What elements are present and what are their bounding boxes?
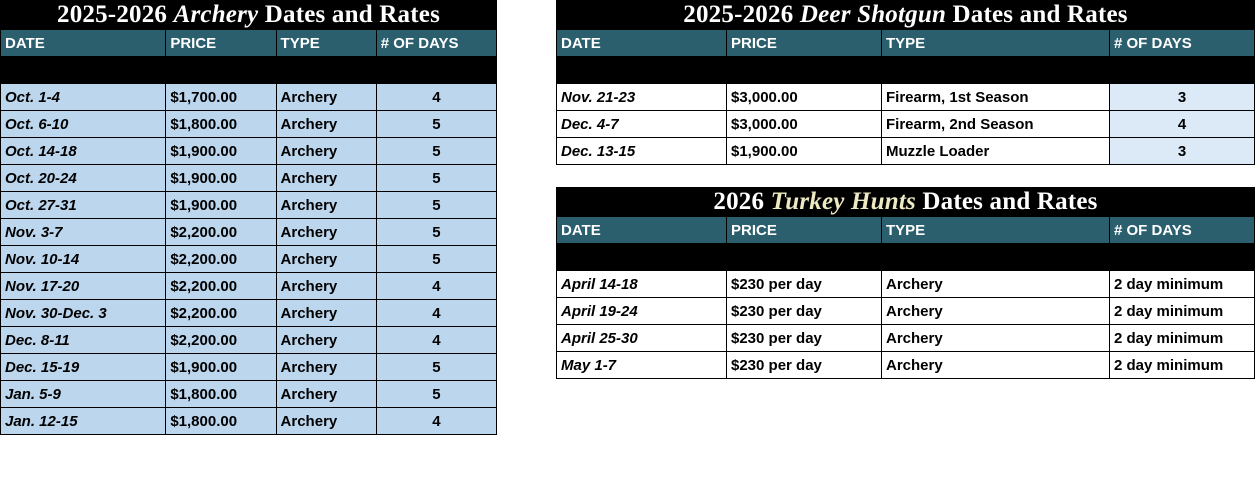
deer-col-days: # OF DAYS <box>1110 30 1255 57</box>
cell-type: Archery <box>276 138 376 165</box>
turkey-col-type: TYPE <box>882 217 1110 244</box>
cell-price: $230 per day <box>727 271 882 298</box>
cell-date: Dec. 15-19 <box>1 354 166 381</box>
archery-col-price: PRICE <box>166 30 276 57</box>
table-row <box>1 219 497 246</box>
deer-title-italic: Deer Shotgun <box>799 1 947 28</box>
cell-date: April 25-30 <box>557 325 727 352</box>
cell-date: Nov. 21-23 <box>557 84 727 111</box>
deer-title-cell <box>557 1 1255 30</box>
cell-days: 3 <box>1110 138 1255 165</box>
cell-price: $1,800.00 <box>166 381 276 408</box>
cell-date: Oct. 27-31 <box>1 192 166 219</box>
cell-days: 4 <box>376 408 496 435</box>
turkey-title-italic: Turkey Hunts <box>770 188 916 215</box>
archery-col-days: # OF DAYS <box>376 30 496 57</box>
table-row <box>1 273 497 300</box>
cell-date: Nov. 17-20 <box>1 273 166 300</box>
archery-title-italic: Archery <box>173 1 259 28</box>
deer-title-row <box>557 1 1255 30</box>
table-row <box>557 325 1255 352</box>
cell-days: 3 <box>1110 84 1255 111</box>
turkey-title-prefix: 2026 <box>713 188 765 215</box>
turkey-col-price: PRICE <box>727 217 882 244</box>
cell-type: Archery <box>882 271 1110 298</box>
deer-title-suffix: Dates and Rates <box>952 1 1128 28</box>
cell-date: April 19-24 <box>557 298 727 325</box>
table-row <box>1 246 497 273</box>
table-row <box>1 165 497 192</box>
cell-price: $1,900.00 <box>166 354 276 381</box>
deer-col-price: PRICE <box>727 30 882 57</box>
cell-price: $2,200.00 <box>166 300 276 327</box>
table-row <box>557 111 1255 138</box>
cell-price: $230 per day <box>727 298 882 325</box>
cell-price: $2,200.00 <box>166 219 276 246</box>
table-row <box>557 271 1255 298</box>
cell-price: $2,200.00 <box>166 246 276 273</box>
table-row <box>1 192 497 219</box>
cell-days: 5 <box>376 111 496 138</box>
cell-date: Nov. 30-Dec. 3 <box>1 300 166 327</box>
cell-date: Nov. 10-14 <box>1 246 166 273</box>
cell-days: 5 <box>376 381 496 408</box>
cell-type: Archery <box>276 300 376 327</box>
table-row <box>557 298 1255 325</box>
archery-title-prefix: 2025-2026 <box>57 1 168 28</box>
archery-title-cell <box>1 1 497 30</box>
cell-type: Archery <box>276 165 376 192</box>
cell-price: $1,800.00 <box>166 408 276 435</box>
right-panel <box>556 0 1254 379</box>
table-row <box>1 327 497 354</box>
cell-type: Archery <box>882 325 1110 352</box>
cell-days: 2 day minimum <box>1110 352 1255 379</box>
cell-date: May 1-7 <box>557 352 727 379</box>
cell-price: $3,000.00 <box>727 84 882 111</box>
cell-days: 5 <box>376 219 496 246</box>
table-row <box>557 138 1255 165</box>
cell-price: $1,900.00 <box>166 138 276 165</box>
cell-date: Oct. 14-18 <box>1 138 166 165</box>
cell-type: Archery <box>882 298 1110 325</box>
cell-price: $230 per day <box>727 352 882 379</box>
cell-price: $1,900.00 <box>166 192 276 219</box>
cell-type: Archery <box>276 273 376 300</box>
archery-title-row <box>1 1 497 30</box>
table-row <box>1 354 497 381</box>
table-row <box>1 300 497 327</box>
cell-type: Archery <box>276 354 376 381</box>
cell-date: Oct. 6-10 <box>1 111 166 138</box>
cell-date: Dec. 13-15 <box>557 138 727 165</box>
cell-type: Archery <box>882 352 1110 379</box>
cell-date: Jan. 5-9 <box>1 381 166 408</box>
deer-divider-cell <box>557 57 1255 84</box>
deer-header-row <box>557 30 1255 57</box>
cell-date: Nov. 3-7 <box>1 219 166 246</box>
cell-type: Archery <box>276 84 376 111</box>
table-row <box>1 381 497 408</box>
cell-days: 4 <box>376 273 496 300</box>
cell-days: 4 <box>376 300 496 327</box>
cell-type: Muzzle Loader <box>882 138 1110 165</box>
cell-type: Archery <box>276 408 376 435</box>
cell-days: 2 day minimum <box>1110 298 1255 325</box>
archery-col-type: TYPE <box>276 30 376 57</box>
table-row <box>557 352 1255 379</box>
cell-type: Archery <box>276 381 376 408</box>
cell-type: Firearm, 1st Season <box>882 84 1110 111</box>
cell-days: 4 <box>376 84 496 111</box>
cell-date: Dec. 8-11 <box>1 327 166 354</box>
cell-days: 2 day minimum <box>1110 271 1255 298</box>
cell-days: 2 day minimum <box>1110 325 1255 352</box>
cell-date: Oct. 1-4 <box>1 84 166 111</box>
table-row <box>557 84 1255 111</box>
cell-date: Oct. 20-24 <box>1 165 166 192</box>
archery-title-suffix: Dates and Rates <box>264 1 440 28</box>
deer-shotgun-table <box>556 0 1255 165</box>
cell-date: Jan. 12-15 <box>1 408 166 435</box>
deer-col-date: DATE <box>557 30 727 57</box>
table-row <box>1 111 497 138</box>
cell-price: $1,800.00 <box>166 111 276 138</box>
archery-panel <box>0 0 497 435</box>
turkey-title-suffix: Dates and Rates <box>922 188 1098 215</box>
cell-days: 5 <box>376 165 496 192</box>
archery-divider-row <box>1 57 497 84</box>
cell-days: 5 <box>376 192 496 219</box>
cell-type: Archery <box>276 219 376 246</box>
turkey-divider-row <box>557 244 1255 271</box>
table-row <box>1 408 497 435</box>
cell-type: Archery <box>276 327 376 354</box>
cell-days: 4 <box>1110 111 1255 138</box>
cell-days: 5 <box>376 246 496 273</box>
archery-divider-cell <box>1 57 497 84</box>
cell-price: $2,200.00 <box>166 327 276 354</box>
turkey-title-cell <box>557 188 1255 217</box>
panel-gap <box>556 165 1254 187</box>
cell-price: $230 per day <box>727 325 882 352</box>
archery-col-date: DATE <box>1 30 166 57</box>
cell-days: 5 <box>376 354 496 381</box>
cell-price: $1,900.00 <box>166 165 276 192</box>
cell-date: April 14-18 <box>557 271 727 298</box>
turkey-col-date: DATE <box>557 217 727 244</box>
cell-price: $1,700.00 <box>166 84 276 111</box>
turkey-col-days: # OF DAYS <box>1110 217 1255 244</box>
turkey-title-row <box>557 188 1255 217</box>
cell-price: $1,900.00 <box>727 138 882 165</box>
cell-days: 5 <box>376 138 496 165</box>
archery-header-row <box>1 30 497 57</box>
cell-price: $2,200.00 <box>166 273 276 300</box>
deer-col-type: TYPE <box>882 30 1110 57</box>
cell-date: Dec. 4-7 <box>557 111 727 138</box>
turkey-divider-cell <box>557 244 1255 271</box>
turkey-hunts-table <box>556 187 1255 379</box>
cell-type: Firearm, 2nd Season <box>882 111 1110 138</box>
archery-table <box>0 0 497 435</box>
cell-days: 4 <box>376 327 496 354</box>
turkey-header-row <box>557 217 1255 244</box>
deer-divider-row <box>557 57 1255 84</box>
table-row <box>1 138 497 165</box>
cell-type: Archery <box>276 246 376 273</box>
deer-title-prefix: 2025-2026 <box>683 1 794 28</box>
table-row <box>1 84 497 111</box>
cell-type: Archery <box>276 111 376 138</box>
cell-type: Archery <box>276 192 376 219</box>
cell-price: $3,000.00 <box>727 111 882 138</box>
